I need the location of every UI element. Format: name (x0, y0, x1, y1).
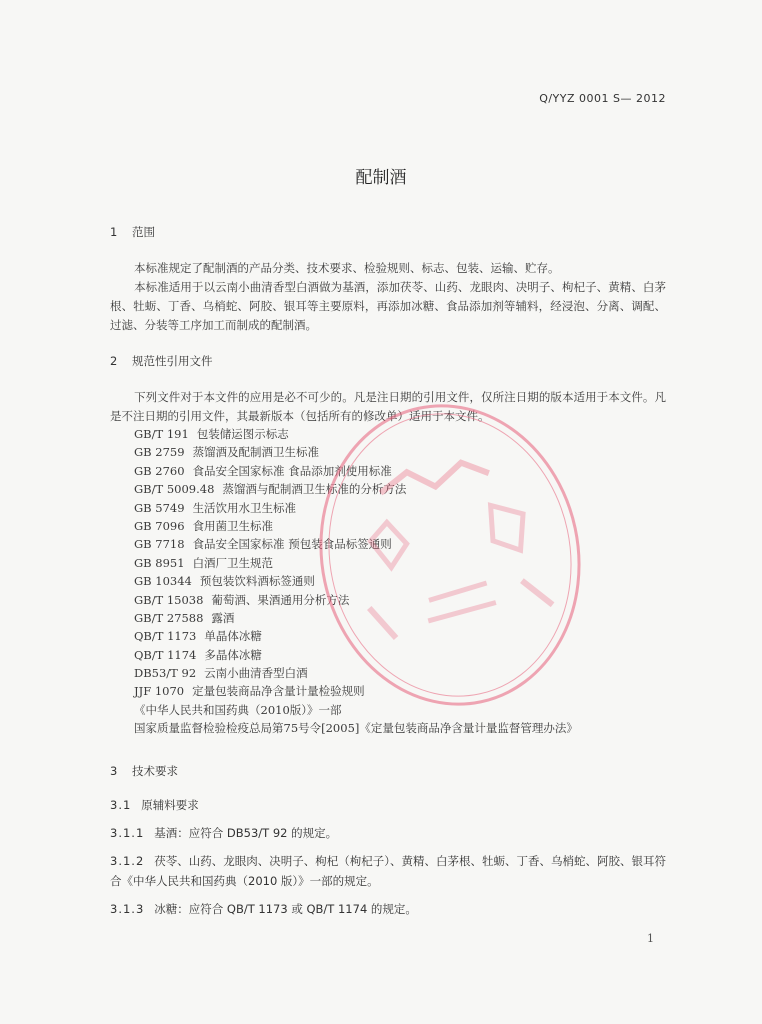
reference-title: 云南小曲清香型白酒 (204, 666, 308, 681)
clause-number: 3.1 (110, 798, 132, 812)
section-title: 技术要求 (132, 764, 178, 778)
reference-code: GB/T 5009.48 (134, 482, 215, 497)
reference-item (134, 554, 578, 572)
reference-code: GB 7096 (134, 518, 185, 533)
reference-code: GB/T 15038 (134, 592, 204, 607)
reference-code: GB 7718 (134, 537, 185, 552)
reference-item (134, 609, 578, 627)
reference-title: 国家质量监督检验检疫总局第75号令[2005]《定量包装商品净含量计量监督管理办法》 (134, 721, 578, 736)
reference-item (134, 480, 578, 498)
section-3-heading (110, 763, 178, 779)
section-1-heading (110, 224, 155, 240)
reference-item (134, 535, 578, 553)
reference-code: GB 5749 (134, 500, 185, 515)
clause-text: 冰糖：应符合 QB/T 1173 或 QB/T 1174 的规定。 (154, 902, 417, 916)
reference-title: 白酒厂卫生规范 (192, 555, 274, 570)
section-2-heading (110, 353, 213, 369)
reference-title: 蒸馏酒与配制酒卫生标准的分析方法 (222, 482, 407, 497)
reference-code: QB/T 1173 (134, 629, 197, 644)
reference-item (134, 425, 578, 443)
reference-item (134, 664, 578, 682)
references-intro (110, 388, 666, 426)
section-number: 2 (110, 354, 118, 368)
clause-text: 基酒：应符合 DB53/T 92 的规定。 (154, 826, 338, 840)
reference-title: 生活饮用水卫生标准 (192, 500, 297, 515)
reference-title: 食品安全国家标准 食品添加剂使用标准 (192, 463, 392, 478)
reference-title: 葡萄酒、果酒通用分析方法 (211, 592, 350, 607)
reference-code: GB 10344 (134, 574, 192, 589)
section-title: 范围 (132, 225, 155, 239)
clause-3-1-3 (110, 899, 666, 919)
section-title: 规范性引用文件 (132, 354, 213, 368)
reference-item (134, 499, 578, 517)
paragraph-text: 下列文件对于本文件的应用是必不可少的。凡是注日期的引用文件，仅所注日期的版本适用于本文件。凡是不注日期的引用文件，其最新版本（包括所有的修改单）适用于本文件。 (110, 390, 666, 423)
reference-title: 《中华人民共和国药典（2010版）》一部 (134, 702, 342, 717)
scope-paragraph-2 (110, 278, 666, 335)
reference-title: 包装储运图示标志 (196, 427, 289, 441)
reference-item (134, 443, 578, 461)
reference-title: 多晶体冰糖 (204, 647, 262, 662)
reference-code: GB/T 191 (134, 427, 189, 441)
reference-item (134, 682, 578, 700)
reference-item (134, 719, 578, 737)
section-number: 3 (110, 764, 118, 778)
reference-title: 单晶体冰糖 (204, 629, 262, 644)
reference-item (134, 517, 578, 535)
reference-title: 露酒 (211, 610, 235, 625)
document-title: 配制酒 (355, 168, 407, 188)
document-code: Q/YYZ 0001 S— 2012 (539, 92, 666, 105)
clause-3-1-1 (110, 823, 666, 843)
paragraph-text: 本标准适用于以云南小曲清香型白酒做为基酒，添加茯苓、山药、龙眼肉、决明子、枸杞子、黄精、白茅根、牡蛎、丁香、乌梢蛇、阿胶、银耳等主要原料，再添加冰糖、食品添加剂等辅料，经浸泡、分离、调配、过滤、分装等工序加工而制成的配制酒。 (110, 280, 666, 332)
clause-number: 3.1.2 (110, 854, 145, 868)
paragraph-text: 本标准规定了配制酒的产品分类、技术要求、检验规则、标志、包装、运输、贮存。 (134, 261, 560, 275)
reference-item (134, 591, 578, 609)
page-number: 1 (647, 932, 654, 945)
reference-code: GB/T 27588 (134, 610, 204, 625)
reference-code: DB53/T 92 (134, 666, 197, 681)
scope-paragraph-1 (110, 259, 666, 278)
reference-code: GB 2759 (134, 445, 185, 460)
reference-title: 食用菌卫生标准 (192, 518, 274, 533)
reference-code: GB 2760 (134, 463, 185, 478)
reference-item (134, 701, 578, 719)
reference-title: 定量包装商品净含量计量检验规则 (192, 684, 365, 699)
clause-number: 3.1.1 (110, 826, 145, 840)
reference-item (134, 627, 578, 645)
reference-code: JJF 1070 (134, 684, 185, 699)
reference-list (134, 425, 578, 738)
section-number: 1 (110, 225, 118, 239)
reference-item (134, 572, 578, 590)
clause-3-1 (110, 795, 666, 815)
clause-number: 3.1.3 (110, 902, 145, 916)
reference-code: QB/T 1174 (134, 647, 197, 662)
reference-title: 蒸馏酒及配制酒卫生标准 (192, 445, 320, 460)
clause-text: 茯苓、山药、龙眼肉、决明子、枸杞（枸杞子）、黄精、白茅根、牡蛎、丁香、乌梢蛇、阿胶、银耳符合《中华人民共和国药典（2010 版）》一部的规定。 (110, 854, 667, 888)
reference-item (134, 646, 578, 664)
clause-text: 原辅料要求 (141, 798, 199, 812)
reference-code: GB 8951 (134, 555, 185, 570)
reference-item (134, 462, 578, 480)
reference-title: 预包装饮料酒标签通则 (199, 574, 315, 589)
clause-3-1-2 (110, 851, 666, 891)
reference-title: 食品安全国家标准 预包装食品标签通则 (192, 537, 392, 552)
